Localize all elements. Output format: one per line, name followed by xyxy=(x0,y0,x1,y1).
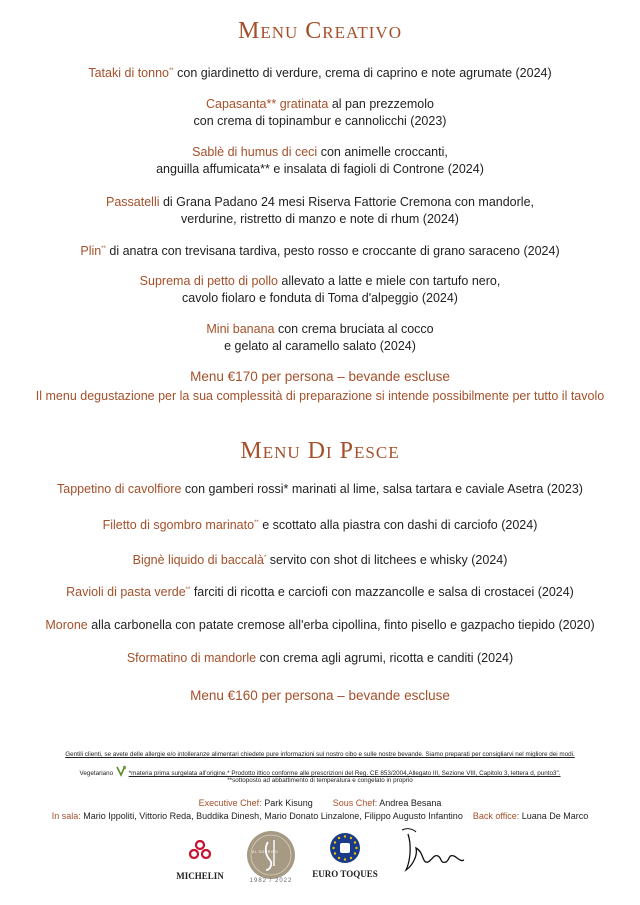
dish-name: Ravioli di pasta verde xyxy=(66,585,186,600)
vegetarian-label: Vegetariano xyxy=(79,770,114,777)
dish-name: Tataki di tonno xyxy=(88,66,169,81)
dish-creativo-7 xyxy=(0,321,640,355)
dish-desc: farciti di ricotta e carciofi con mazzancolle e salsa di crostacei (2024) xyxy=(190,585,574,600)
menu-creativo-note: Il menu degustazione per la sua complessità di preparazione si intende possibilmente per tutto il tavolo xyxy=(35,389,605,403)
dish-desc-2: anguilla affumicata** e insalata di fagioli di Controne (2024) xyxy=(156,162,484,176)
dish-creativo-3 xyxy=(0,144,640,178)
michelin-star-icon xyxy=(187,838,213,864)
dish-pesce-2 xyxy=(0,515,640,534)
dish-desc: al pan prezzemolo xyxy=(328,97,434,111)
dish-creativo-4 xyxy=(0,194,640,228)
dish-creativo-6 xyxy=(0,273,640,307)
dish-desc-2: verdurine, ristretto di manzo e note di rhum (2024) xyxy=(181,212,459,226)
legend-line xyxy=(0,765,640,777)
dish-name: Plin xyxy=(80,244,102,259)
back-office-label: Back office: xyxy=(472,811,520,821)
dish-desc-2: con crema di topinambur e cannolicchi (2023) xyxy=(193,114,447,128)
michelin-logo xyxy=(170,838,230,881)
dish-pesce-6 xyxy=(0,650,640,667)
back-office-name: Luana De Marco xyxy=(521,811,589,821)
dish-desc: con gamberi rossi* marinati al lime, salsa tartara e caviale Asetra (2023) xyxy=(181,482,583,496)
dish-creativo-5 xyxy=(0,241,640,260)
staff-line xyxy=(0,811,640,821)
dish-desc: con crema agli agrumi, ricotta e canditi (2024) xyxy=(256,651,514,665)
dish-desc: con crema bruciata al cocco xyxy=(274,322,434,336)
signature xyxy=(398,826,478,878)
dish-desc: servito con shot di litchees e whisky (2024) xyxy=(266,553,508,568)
menu-creativo-title: Menu Creativo xyxy=(237,18,402,44)
menu-pesce-title: Menu Di Pesce xyxy=(240,438,400,464)
dish-pesce-1 xyxy=(0,481,640,498)
dish-name: Passatelli xyxy=(106,195,160,209)
dish-name: Tappetino di cavolfiore xyxy=(57,482,182,496)
exec-chef-name: Park Kisung xyxy=(264,798,313,808)
sala-names: Mario Ippoliti, Vittorio Reda, Buddika Dinesh, Mario Donato Linzalone, Filippo Augusto Infantino xyxy=(83,811,463,821)
dish-name: Capasanta** gratinata xyxy=(206,97,329,111)
chefs-line xyxy=(0,798,640,808)
dish-desc-2: e gelato al caramello salato (2024) xyxy=(224,339,416,353)
sorriso-logo xyxy=(246,830,296,884)
dish-name: Morone xyxy=(45,618,88,632)
michelin-text: MICHELIN xyxy=(176,871,224,881)
dish-creativo-1 xyxy=(0,63,640,82)
dish-mark: * xyxy=(263,555,267,561)
dish-desc-2: cavolo fiolaro e fonduta di Toma d'alpeggio (2024) xyxy=(182,291,458,305)
eurotoques-emblem-icon xyxy=(329,832,361,864)
dish-mark: ** xyxy=(185,587,191,593)
dish-name: Filetto di sgombro marinato xyxy=(102,518,255,533)
dish-name: Mini banana xyxy=(206,322,275,336)
sous-chef-label: Sous Chef: xyxy=(332,798,378,808)
dish-pesce-3 xyxy=(0,550,640,569)
sorriso-years: 1982 / 2022 xyxy=(249,878,293,884)
dish-mark: ** xyxy=(254,520,259,526)
blast-note: **sottoposto ad abbattimento di temperatura e congelato in proprio xyxy=(227,777,413,784)
sorriso-emblem-icon xyxy=(246,830,296,880)
sala-label: In sala: xyxy=(51,811,81,821)
menu-creativo-price: Menu €170 per persona – bevande escluse xyxy=(190,369,450,384)
dish-desc: con giardinetto di verdure, crema di caprino e note agrumate (2024) xyxy=(173,66,552,81)
dish-pesce-4 xyxy=(0,582,640,601)
dish-name: Suprema di petto di pollo xyxy=(139,274,278,288)
dish-creativo-2 xyxy=(0,96,640,130)
dish-name: Bignè liquido di baccalà xyxy=(132,553,264,568)
exec-chef-label: Executive Chef: xyxy=(198,798,262,808)
dish-desc: con animelle croccanti, xyxy=(317,145,448,159)
dish-name: Sformatino di mandorle xyxy=(126,651,257,665)
sous-chef-name: Andrea Besana xyxy=(379,798,442,808)
menu-pesce-price: Menu €160 per persona – bevande escluse xyxy=(190,688,450,703)
dish-desc: allevato a latte e miele con tartufo nero, xyxy=(277,274,501,288)
dish-desc: di Grana Padano 24 mesi Riserva Fattorie Cremona con mandorle, xyxy=(159,195,534,209)
dish-name: Sablè di humus di ceci xyxy=(192,145,318,159)
signature-scribble xyxy=(398,826,478,878)
dish-mark: ** xyxy=(168,68,174,74)
eurotoques-text: EURO TOQUES xyxy=(312,869,378,879)
allergy-text: Gentili clienti, se avete delle allergie e/o intolleranze alimentari chiedete pure informazioni sul nostro cibo e sulle nostre bevande. Siamo preparati per consigliarvi nel migliore dei modi. xyxy=(65,751,575,758)
allergy-note xyxy=(0,751,640,758)
sorriso-circle-text: AL SORRISO xyxy=(252,850,279,854)
dish-mark: ** xyxy=(101,246,106,252)
dish-desc: di anatra con trevisana tardiva, pesto rosso e croccante di grano saraceno (2024) xyxy=(105,244,560,259)
frozen-note: *materia prima surgelata all'origine.* Prodotto ittico conforme alle prescrizioni del Reg. CE 853/2004,Allegato III, Sezione VIII, Capitolo 3, lettera d, punto3". xyxy=(128,770,561,777)
leaf-icon xyxy=(115,765,127,777)
dish-pesce-5 xyxy=(0,617,640,634)
dish-desc: e scottato alla piastra con dashi di carciofo (2024) xyxy=(258,518,538,533)
eurotoques-logo xyxy=(312,832,378,879)
dish-desc: alla carbonella con patate cremose all'erba cipollina, finto pisello e gazpacho tiepido (2020) xyxy=(87,618,595,632)
